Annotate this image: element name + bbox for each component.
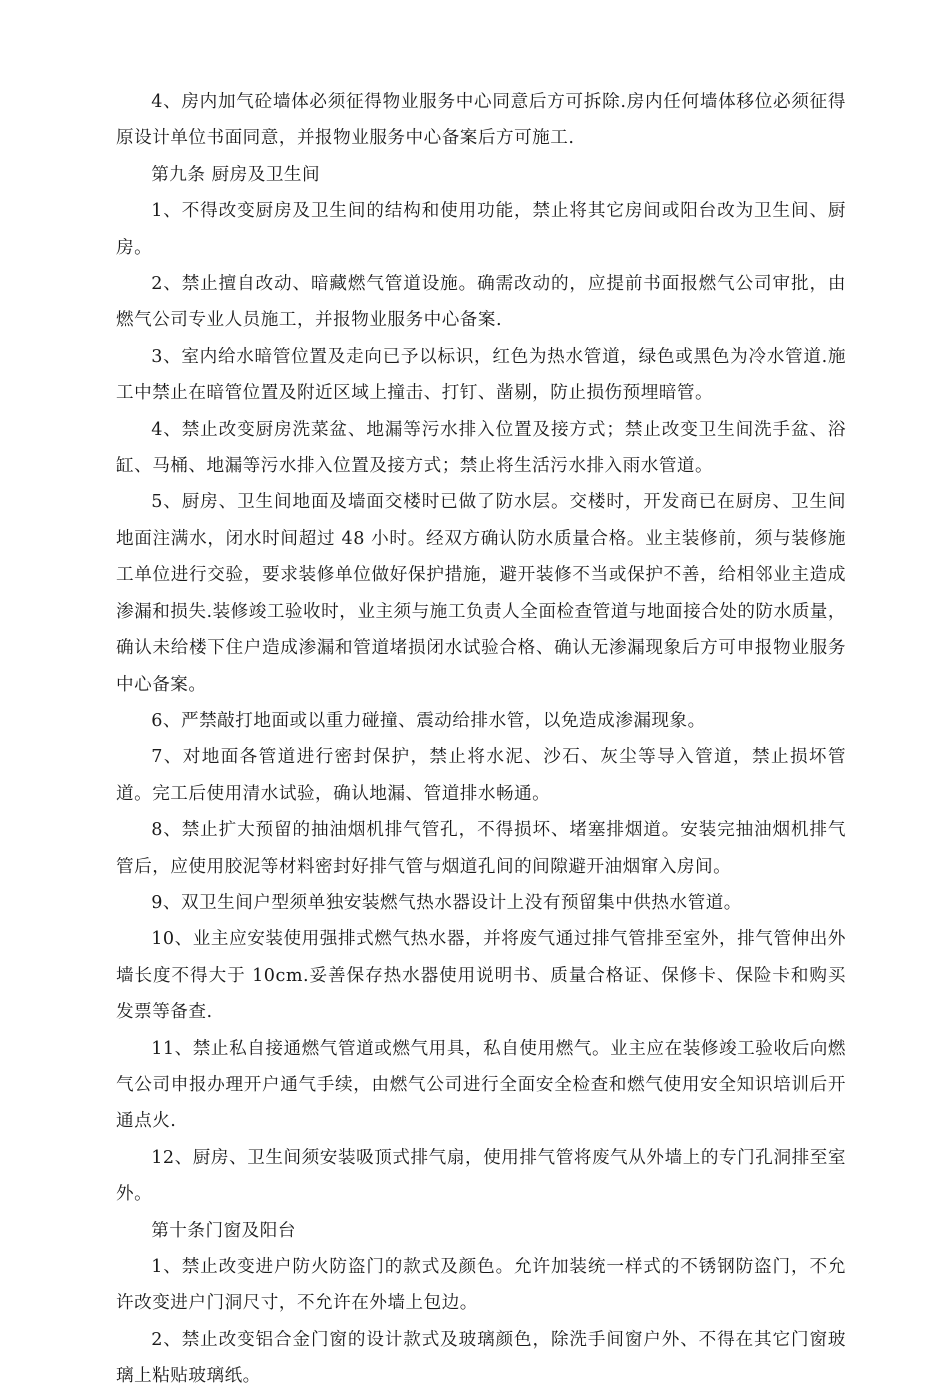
section-heading-article-10: 第十条门窗及阳台 [151, 1220, 296, 1241]
paragraph-item-9-water-heater: 9、双卫生间户型须单独安装燃气热水器设计上没有预留集中供热水管道。 [151, 892, 742, 913]
section-heading-article-9: 第九条 厨房及卫生间 [151, 164, 321, 185]
paragraph-item-12-exhaust-fan: 12、厨房、卫生间须安装吸顶式排气扇，使用排气管将废气从外墙上的专门孔洞排至室外。 [116, 1147, 846, 1205]
paragraph-item-4-drainage: 4、禁止改变厨房洗菜盆、地漏等污水排入位置及接方式；禁止改变卫生间洗手盆、浴缸、马桶、地漏等污水排入位置及接方式；禁止将生活污水排入雨水管道。 [116, 419, 846, 477]
paragraph-item-10-forced-exhaust: 10、业主应安装使用强排式燃气热水器，并将废气通过排气管排至室外，排气管伸出外墙长度不得大于 10cm.妥善保存热水器使用说明书、质量合格证、保修卡、保险卡和购买发票等备查. [116, 929, 846, 1023]
document-body [116, 84, 846, 1395]
paragraph-item-11-gas-connection: 11、禁止私自接通燃气管道或燃气用具，私自使用燃气。业主应在装修竣工验收后向燃气公司申报办理开户通气手续，由燃气公司进行全面安全检查和燃气使用安全知识培训后开通点火. [116, 1038, 846, 1132]
paragraph-item-2-gas-pipes: 2、禁止擅自改动、暗藏燃气管道设施。确需改动的，应提前书面报燃气公司审批，由燃气公司专业人员施工，并报物业服务中心备案. [116, 274, 846, 331]
paragraph-item-1-structure: 1、不得改变厨房及卫生间的结构和使用功能，禁止将其它房间或阳台改为卫生间、厨房。 [116, 201, 846, 258]
paragraph-item-5-waterproofing: 5、厨房、卫生间地面及墙面交楼时已做了防水层。交楼时，开发商已在厨房、卫生间地面注满水，闭水时间超过 48 小时。经双方确认防水质量合格。业主装修前，须与装修施工单位进行交验，要求装修单位做好保护措施，避开装修不当或保护不善，给相邻业主造成渗漏和损失.装修竣工验收时，业主须与施工负责人全面检查管道与地面接合处的防水质量，确认未给楼下住户造成渗漏和管道堵损闭水试验合格、确认无渗漏现象后方可申报物业服务中心备案。 [116, 492, 846, 695]
paragraph-item-4-wall-removal: 4、房内加气砼墙体必须征得物业服务中心同意后方可拆除.房内任何墙体移位必须征得原设计单位书面同意，并报物业服务中心备案后方可施工. [116, 92, 846, 149]
paragraph-item-2-windows: 2、禁止改变铝合金门窗的设计款式及玻璃颜色，除洗手间窗户外、不得在其它门窗玻璃上粘贴玻璃纸。 [116, 1329, 846, 1387]
paragraph-item-8-exhaust-hole: 8、禁止扩大预留的抽油烟机排气管孔，不得损坏、堵塞排烟道。安装完抽油烟机排气管后，应使用胶泥等材料密封好排气管与烟道孔间的间隙避开油烟窜入房间。 [116, 820, 846, 877]
paragraph-item-1-entry-door: 1、禁止改变进户防火防盗门的款式及颜色。允许加装统一样式的不锈钢防盗门，不允许改变进户门洞尺寸，不允许在外墙上包边。 [116, 1257, 846, 1314]
paragraph-item-7-pipe-sealing: 7、对地面各管道进行密封保护，禁止将水泥、沙石、灰尘等导入管道，禁止损坏管道。完工后使用清水试验，确认地漏、管道排水畅通。 [116, 747, 846, 804]
paragraph-item-3-water-pipes: 3、室内给水暗管位置及走向已予以标识，红色为热水管道，绿色或黑色为冷水管道.施工中禁止在暗管位置及附近区域上撞击、打钉、凿剔，防止损伤预埋暗管。 [116, 346, 846, 404]
paragraph-item-6-no-striking: 6、严禁敲打地面或以重力碰撞、震动给排水管，以免造成渗漏现象。 [151, 710, 706, 731]
